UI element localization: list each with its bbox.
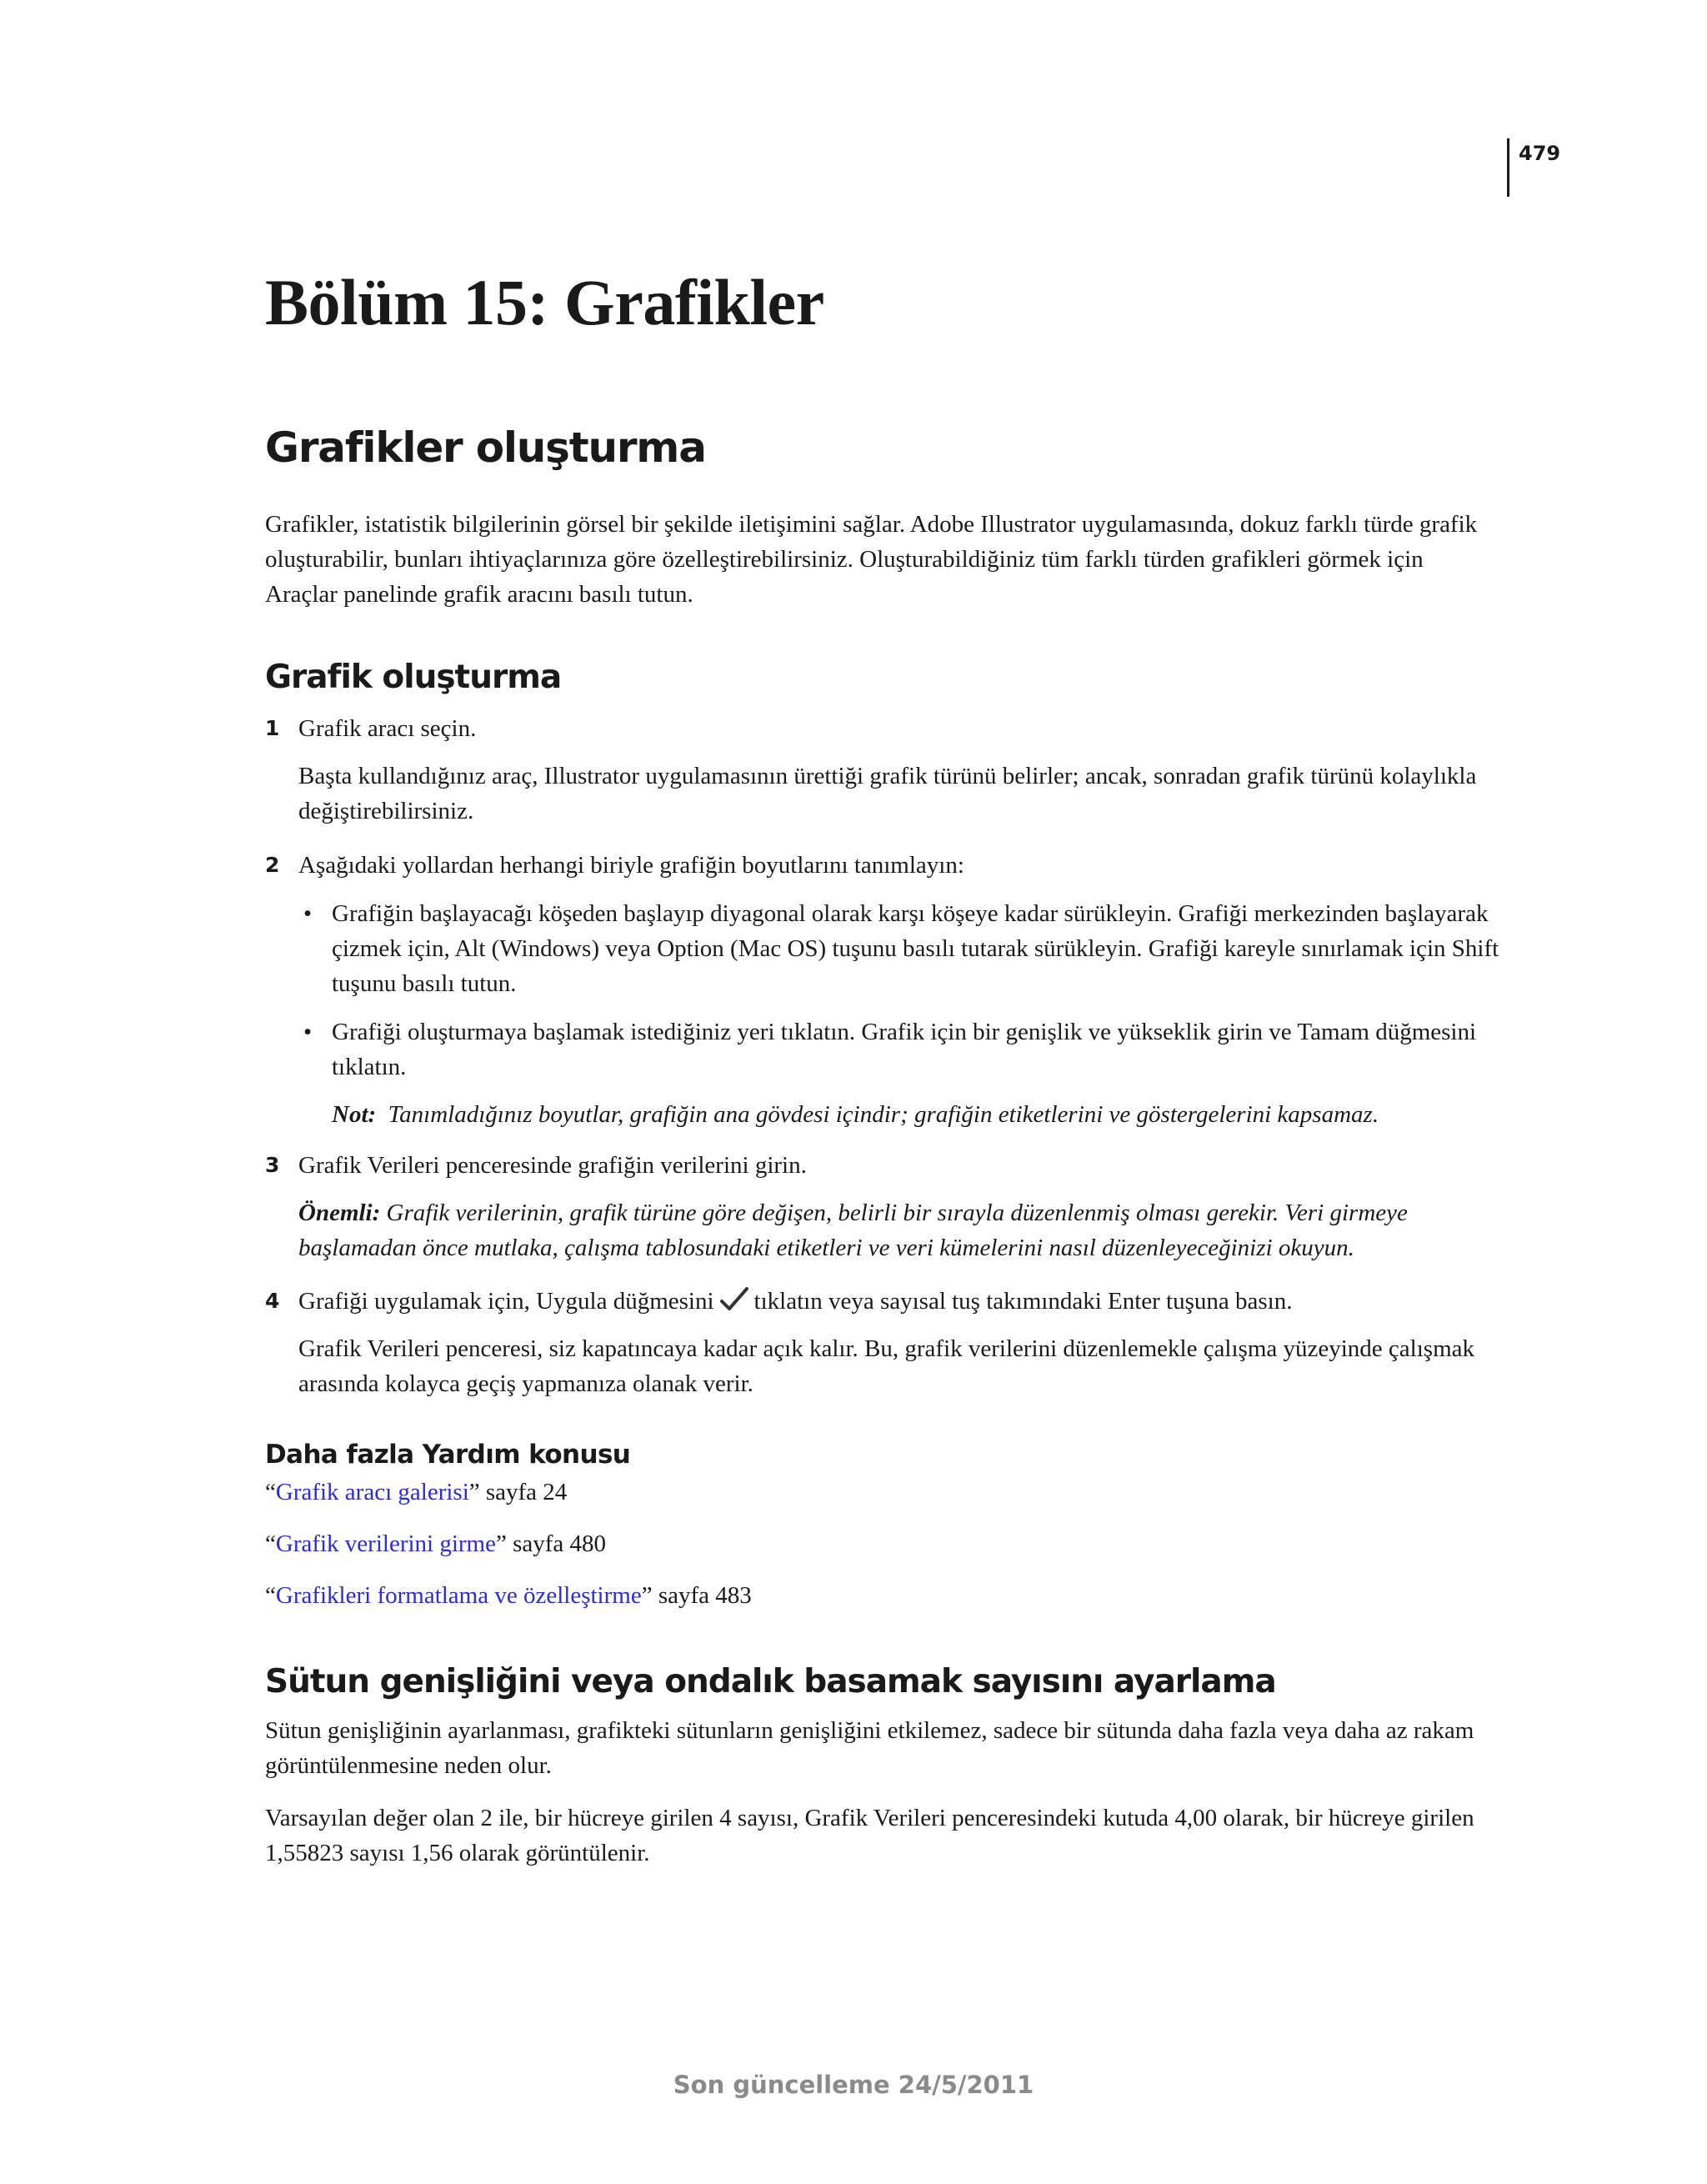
step-text-before: Grafiği uygulamak için, Uygula düğmesini bbox=[298, 1288, 714, 1315]
step-number: 3 bbox=[265, 1153, 280, 1177]
step-text: Grafik aracı seçin. bbox=[298, 715, 477, 742]
bullet-item: Grafiği oluşturmaya başlamak istediğiniz yeri tıklatın. Grafik için bir genişlik ve yükseklik girin ve Tamam düğmesini tıklatın. bbox=[332, 1019, 1477, 1080]
intro-paragraph: Grafikler, istatistik bilgilerinin görsel bir şekilde iletişimini sağlar. Adobe Illustrator uygulamasında, dokuz farklı türde grafik oluşturabilir, bunları ihtiyaçlarınıza göre özelleştirebilirsiniz. Oluşturabildiğiniz tüm farklı türden grafikleri görmek için Araçlar panelinde grafik aracını basılı tutun. bbox=[265, 511, 1478, 608]
help-link-format-customize-graphs[interactable]: Grafikleri formatlama ve özelleştirme bbox=[275, 1582, 642, 1609]
step-text bbox=[298, 1284, 1507, 1324]
bullet-item: Grafiğin başlayacağı köşeden başlayıp diyagonal olarak karşı köşeye kadar sürükleyin. Grafiği merkezinden başlayarak çizmek için, Alt (Windows) veya Option (Mac OS) tuşunu basılı tutarak sürükleyin. Grafiği kareyle sınırlamak için Shift tuşunu basılı tutun. bbox=[332, 900, 1499, 997]
page-ref: ” sayfa 480 bbox=[496, 1530, 607, 1557]
step-text: Grafik Verileri penceresinde grafiğin verilerini girin. bbox=[298, 1152, 807, 1179]
step-number: 2 bbox=[265, 853, 280, 877]
page-number: 479 bbox=[1519, 142, 1561, 165]
help-link-item bbox=[265, 1578, 752, 1613]
help-link-item bbox=[265, 1475, 567, 1510]
header-rule bbox=[1507, 138, 1509, 197]
important-text: Grafik verilerinin, grafik türüne göre değişen, belirli bir sırayla düzenlenmiş olması gerekir. Veri girmeye başlamadan önce mutlaka, çalışma tablosundaki etiketleri ve veri kümelerini nasıl düzenleyeceğinizi okuyun. bbox=[298, 1200, 1408, 1261]
note-label: Not: bbox=[332, 1101, 377, 1128]
chapter-title: Bölüm 15: Grafikler bbox=[265, 266, 824, 338]
quote-open: “ bbox=[265, 1479, 276, 1505]
section-title: Grafikler oluşturma bbox=[265, 423, 706, 472]
page-ref: ” sayfa 483 bbox=[641, 1582, 752, 1609]
help-link-graph-tool-gallery[interactable]: Grafik aracı galerisi bbox=[275, 1479, 469, 1505]
bullet-marker: • bbox=[303, 1019, 313, 1045]
note bbox=[332, 1097, 1507, 1132]
important-label: Önemli: bbox=[298, 1200, 381, 1226]
step-number: 1 bbox=[265, 716, 280, 740]
step-detail: Grafik Verileri penceresi, siz kapatıncaya kadar açık kalır. Bu, grafik verilerini düzenlemekle çalışma yüzeyinde çalışmak arasında kolayca geçiş yapmanıza olanak verir. bbox=[298, 1335, 1475, 1397]
help-topics-title: Daha fazla Yardım konusu bbox=[265, 1440, 631, 1470]
important-note bbox=[298, 1195, 1507, 1265]
step-text: Aşağıdaki yollardan herhangi biriyle grafiğin boyutlarını tanımlayın: bbox=[298, 852, 964, 879]
quote-open: “ bbox=[265, 1530, 276, 1557]
bullet-marker: • bbox=[303, 900, 313, 927]
step-detail: Başta kullandığınız araç, Illustrator uygulamasının ürettiği grafik türünü belirler; ancak, sonradan grafik türünü kolaylıkla değiştirebilirsiniz. bbox=[298, 763, 1477, 824]
note-text: Tanımladığınız boyutlar, grafiğin ana gövdesi içindir; grafiğin etiketlerini ve göstergelerini kapsamaz. bbox=[388, 1101, 1379, 1128]
footer-last-updated: Son güncelleme 24/5/2011 bbox=[673, 2071, 1034, 2099]
quote-open: “ bbox=[265, 1582, 276, 1609]
column-width-paragraph-2: Varsayılan değer olan 2 ile, bir hücreye girilen 4 sayısı, Grafik Verileri penceresindeki kutuda 4,00 olarak, bir hücreye girilen 1,55823 sayısı 1,56 olarak görüntülenir. bbox=[265, 1805, 1474, 1866]
step-number: 4 bbox=[265, 1289, 280, 1313]
help-link-enter-graph-data[interactable]: Grafik verilerini girme bbox=[275, 1530, 496, 1557]
subsection-title-create-graph: Grafik oluşturma bbox=[265, 659, 562, 696]
help-link-item bbox=[265, 1526, 606, 1561]
step-text-after: tıklatın veya sayısal tuş takımındaki Enter tuşuna basın. bbox=[753, 1288, 1293, 1315]
checkmark-icon bbox=[719, 1285, 749, 1324]
subsection-title-column-width: Sütun genişliğini veya ondalık basamak sayısını ayarlama bbox=[265, 1663, 1276, 1701]
column-width-paragraph-1: Sütun genişliğinin ayarlanması, grafikteki sütunların genişliğini etkilemez, sadece bir sütunda daha fazla veya daha az rakam görüntülenmesine neden olur. bbox=[265, 1717, 1474, 1779]
page-ref: ” sayfa 24 bbox=[468, 1479, 568, 1505]
